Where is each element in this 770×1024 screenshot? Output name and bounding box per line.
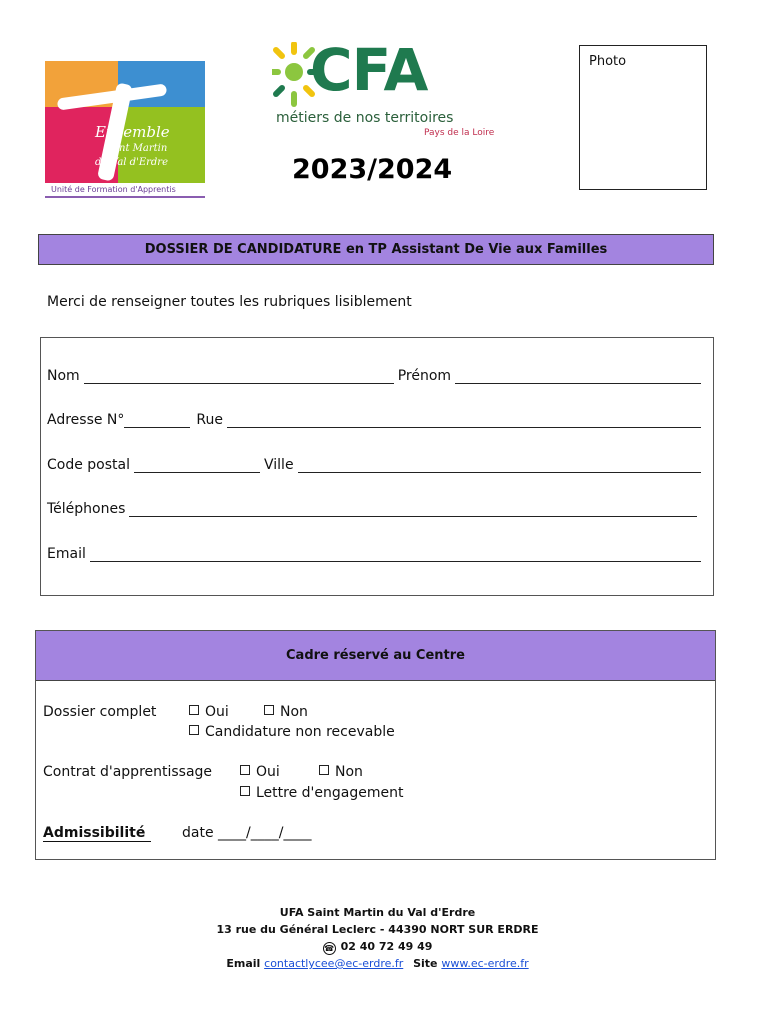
contrat-oui-option[interactable]: Oui — [240, 764, 280, 780]
admissibilite-label: Admissibilité — [43, 825, 151, 842]
contrat-non-option[interactable]: Non — [319, 764, 363, 780]
school-year: 2023/2024 — [292, 154, 453, 185]
checkbox-icon[interactable] — [319, 765, 329, 775]
nom-label: Nom — [47, 368, 80, 384]
rue-label: Rue — [196, 412, 223, 428]
code-postal-field[interactable] — [134, 458, 260, 473]
admissibilite-date[interactable]: date ____/____/____ — [182, 825, 312, 841]
footer-site-link[interactable]: www.ec-erdre.fr — [441, 957, 529, 970]
photo-label: Photo — [589, 54, 627, 69]
cfa-wordmark: CFA — [310, 36, 428, 104]
ville-field[interactable] — [298, 458, 701, 473]
footer-contact: Email contactlycee@ec-erdre.fr Site www.ec-erdre.fr — [226, 957, 529, 970]
footer-phone: ☎ 02 40 72 49 49 — [324, 940, 433, 953]
logo-strip: Unité de Formation d'Apprentis — [45, 183, 205, 198]
document-title: DOSSIER DE CANDIDATURE en TP Assistant De Vie aux Familles — [38, 234, 714, 265]
centre-reserved-box — [35, 630, 716, 860]
email-field[interactable] — [90, 547, 701, 562]
footer-email-link[interactable]: contactlycee@ec-erdre.fr — [264, 957, 404, 970]
ville-label: Ville — [264, 457, 294, 473]
ensemble-logo — [45, 61, 205, 198]
adresse-number-field[interactable] — [124, 413, 190, 428]
dossier-complet-label: Dossier complet — [43, 704, 157, 720]
lettre-engagement-option[interactable]: Lettre d'engagement — [240, 785, 403, 801]
contrat-label: Contrat d'apprentissage — [43, 764, 213, 780]
candidature-non-recevable-option[interactable]: Candidature non recevable — [189, 724, 395, 740]
cfa-logo — [272, 36, 495, 142]
code-postal-label: Code postal — [47, 457, 130, 473]
checkbox-icon[interactable] — [264, 705, 274, 715]
cfa-region: Pays de la Loire — [424, 128, 495, 138]
logo-line2: Saint Martin — [103, 143, 168, 154]
logo-line3: du Val d'Erdre — [95, 157, 168, 168]
centre-title: Cadre réservé au Centre — [36, 631, 715, 681]
identity-form — [40, 337, 714, 596]
logo-title: Ensemble — [95, 123, 170, 141]
checkbox-icon[interactable] — [240, 786, 250, 796]
email-label: Email — [47, 546, 86, 562]
checkbox-icon[interactable] — [189, 705, 199, 715]
checkbox-icon[interactable] — [240, 765, 250, 775]
telephones-label: Téléphones — [47, 501, 126, 517]
rue-field[interactable] — [227, 413, 701, 428]
adresse-label: Adresse N° — [47, 412, 125, 428]
intro-text: Merci de renseigner toutes les rubriques lisiblement — [47, 294, 412, 310]
telephones-field[interactable] — [129, 502, 697, 517]
photo-box[interactable] — [579, 45, 707, 190]
dossier-oui-option[interactable]: Oui — [189, 704, 229, 720]
footer-name: UFA Saint Martin du Val d'Erdre — [279, 906, 476, 919]
phone-icon: ☎ — [324, 944, 335, 953]
footer-address: 13 rue du Général Leclerc - 44390 NORT SUR ERDRE — [216, 923, 539, 936]
prenom-label: Prénom — [397, 368, 452, 384]
dossier-non-option[interactable]: Non — [264, 704, 308, 720]
nom-field[interactable] — [84, 369, 394, 384]
prenom-field[interactable] — [455, 369, 701, 384]
footer — [0, 904, 755, 972]
checkbox-icon[interactable] — [189, 725, 199, 735]
cfa-subtitle: métiers de nos territoires — [276, 110, 454, 126]
